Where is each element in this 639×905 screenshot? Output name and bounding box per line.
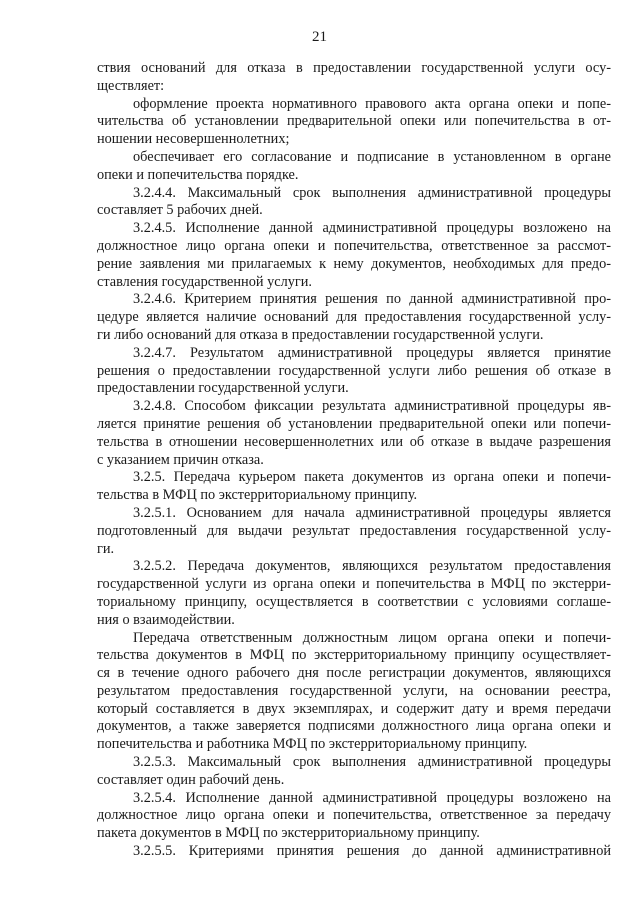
text-line: 3.2.4.8. Способом фиксации результата административной процедуры яв-: [133, 398, 611, 415]
text-line: должностное лицо органа опеки и попечительства, ответственное за передачу: [97, 807, 611, 824]
text-line: ги либо оснований для отказа в предоставлении государственной услуги.: [97, 326, 544, 343]
text-line: 3.2.5.3. Максимальный срок выполнения административной процедуры: [133, 754, 611, 771]
text-line: с указанием причин отказа.: [97, 451, 264, 468]
text-line: документов, а также заверяется подписями должностного лица органа опеки и: [97, 718, 611, 735]
text-line: государственной услуги из органа опеки и попечительства в МФЦ по экстерри-: [97, 576, 611, 593]
text-line: ториальному принципу, осуществляется в соответствии с условиями соглаше-: [97, 593, 611, 610]
text-line: 3.2.4.5. Исполнение данной административной процедуры возложено на: [133, 220, 611, 237]
text-line: результатом предоставления государственной услуги, на основании реестра,: [97, 682, 611, 699]
text-line: 3.2.4.7. Результатом административной процедуры является принятие: [133, 344, 611, 361]
text-line: ношении несовершеннолетних;: [97, 131, 290, 148]
page-number: 21: [312, 29, 327, 45]
text-line: предоставлении государственной услуги.: [97, 380, 349, 397]
text-line: 3.2.5.2. Передача документов, являющихся результатом предоставления: [133, 558, 611, 575]
text-line: обеспечивает его согласование и подписание в установленном в органе: [133, 148, 611, 165]
text-line: должностное лицо органа опеки и попечительства, ответственное за рассмот-: [97, 237, 611, 254]
text-line: тельства в МФЦ по экстерриториальному принципу.: [97, 487, 418, 504]
text-line: ствия оснований для отказа в предоставлении государственной услуги осу-: [97, 60, 611, 76]
text-line: 3.2.5.1. Основанием для начала административной процедуры является: [133, 504, 611, 521]
text-line: 3.2.4.4. Максимальный срок выполнения административной процедуры: [133, 184, 611, 201]
text-line: подготовленный для выдачи результат предоставления государственной услу-: [97, 522, 611, 539]
text-line: который составляется в двух экземплярах, и содержит дату и время передачи: [97, 700, 611, 717]
text-line: Передача ответственным должностным лицом органа опеки и попечи-: [133, 629, 611, 646]
text-line: 3.2.5.4. Исполнение данной административной процедуры возложено на: [133, 789, 611, 806]
text-line: оформление проекта нормативного правового акта органа опеки и попе-: [133, 95, 611, 112]
text-line: пакета документов в МФЦ по экстерриториальному принципу.: [97, 825, 480, 842]
text-line: цедуре является наличие оснований для предоставления государственной услу-: [97, 309, 611, 326]
text-line: составляет один рабочий день.: [97, 771, 285, 788]
text-line: ставления государственной услуги.: [97, 273, 312, 290]
text-line: 3.2.5. Передача курьером пакета документов из органа опеки и попечи-: [133, 469, 611, 486]
text-line: рение заявления ми прилагаемых к нему документов, необходимых для предо-: [97, 255, 611, 272]
text-line: решения о предоставлении государственной услуги либо решения об отказе в: [97, 362, 611, 379]
text-line: ществляет:: [97, 77, 165, 94]
text-line: 3.2.5.5. Критериями принятия решения до данной административной: [133, 843, 611, 860]
text-line: 3.2.4.6. Критерием принятия решения по данной административной про-: [133, 291, 611, 308]
text-line: попечительства и работника МФЦ по экстерриториальному принципу.: [97, 736, 528, 753]
text-line: ния о взаимодействии.: [97, 611, 235, 628]
text-line: ляется принятие решения об установлении предварительной опеки или попечи-: [97, 415, 611, 432]
document-body: [97, 60, 611, 861]
text-line: опеки и попечительства порядке.: [97, 166, 299, 183]
text-line: составляет 5 рабочих дней.: [97, 202, 263, 219]
text-line: ги.: [97, 540, 115, 557]
text-line: тельства документов в МФЦ по экстерриториальному принципу осуществляет-: [97, 647, 611, 664]
text-line: тельства в отношении несовершеннолетних или об отказе в выдаче разрешения: [97, 433, 611, 450]
text-line: ся в течение одного рабочего дня после регистрации документов, являющихся: [97, 665, 611, 682]
text-line: чительства об установлении предварительной опеки или попечительства в от-: [97, 113, 611, 130]
